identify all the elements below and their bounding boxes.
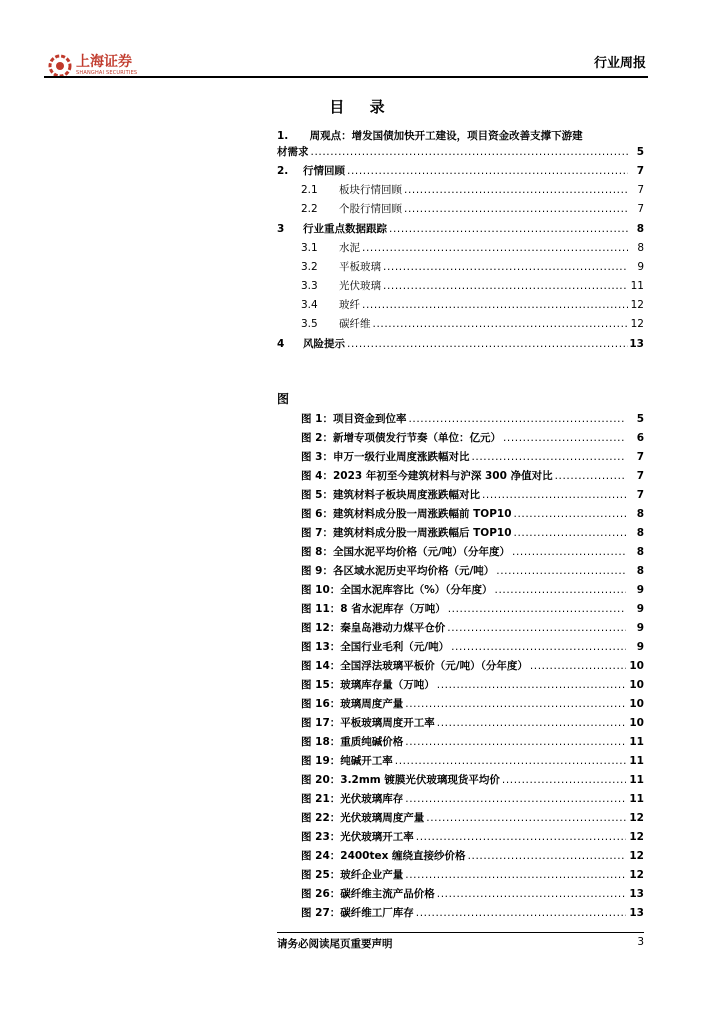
figure-title: 图 1：项目资金到位率 [301,413,407,425]
toc-entry-number: 2.1 [301,184,318,196]
toc-entry-2-2[interactable] [277,201,644,217]
figure-page: 8 [626,543,644,561]
figure-title: 图 26：碳纤维主流产品价格 [301,888,435,900]
toc-entry-text: 板块行情回顾 [339,184,402,196]
toc-entry-3-3[interactable] [277,278,644,294]
figure-title: 图 12：秦皇岛港动力煤平仓价 [301,622,446,634]
toc-entry-page: 7 [628,201,644,217]
toc-entry-1[interactable] [277,128,644,144]
report-type: 行业周报 [593,56,646,71]
figure-title: 图 3：申万一级行业周度涨跌幅对比 [301,451,470,463]
toc-entry-text: 个股行情回顾 [339,203,402,215]
figure-page: 9 [626,600,644,618]
figure-list-item[interactable] [301,790,644,808]
figure-list-item[interactable] [301,695,644,713]
header-divider [44,76,648,78]
figure-page: 7 [626,486,644,504]
figure-list-item[interactable] [301,638,644,656]
figure-list-item[interactable] [301,505,644,523]
figure-title: 图 27：碳纤维工厂库存 [301,907,414,919]
figure-title: 图 13：全国行业毛利（元/吨） [301,641,450,653]
figure-title: 图 4：2023 年初至今建筑材料与沪深 300 净值对比 [301,470,553,482]
figure-title: 图 18：重质纯碱价格 [301,736,404,748]
toc-entry-number: 2. [277,165,289,177]
toc-entry-text: 风险提示 [303,338,345,350]
toc-entry-number: 3.4 [301,299,318,311]
brand-name-cn: 上海证券 [76,54,132,70]
toc-entry-page: 7 [628,163,644,179]
figure-title: 图 2：新增专项债发行节奏（单位：亿元） [301,432,501,444]
toc-entry-number: 1. [277,130,289,142]
toc-entry-text: 周观点：增发国债加快开工建设，项目资金改善支撑下游建 [309,130,583,142]
toc-entry-page: 9 [628,259,644,275]
figure-page: 10 [626,676,644,694]
figure-page: 12 [626,809,644,827]
figure-title: 图 9：各区域水泥历史平均价格（元/吨） [301,565,495,577]
toc-entry-number: 2.2 [301,203,318,215]
figure-title: 图 21：光伏玻璃库存 [301,793,404,805]
figure-page: 9 [626,619,644,637]
figure-page: 8 [626,524,644,542]
figure-page: 11 [626,771,644,789]
figure-list-item[interactable] [301,847,644,865]
figure-list-item[interactable] [301,904,644,922]
figure-list-item[interactable] [301,448,644,466]
figure-list-item[interactable] [301,752,644,770]
toc-title: 目 录 [329,98,395,116]
figure-list-item[interactable] [301,714,644,732]
figure-page: 9 [626,581,644,599]
figure-list-item[interactable] [301,657,644,675]
figure-page: 10 [626,714,644,732]
toc-entry-3-5[interactable] [277,316,644,332]
toc-entry-page: 5 [628,144,644,160]
figure-title: 图 20：3.2mm 镀膜光伏玻璃现货平均价 [301,774,500,786]
toc-entry-text: 水泥 [339,242,360,254]
toc-entry-text: 平板玻璃 [339,261,381,273]
toc-entry-3[interactable] [277,221,644,237]
footer-disclaimer: 请务必阅读尾页重要声明 [277,938,393,950]
figure-title: 图 5：建筑材料子板块周度涨跌幅对比 [301,489,480,501]
figure-page: 12 [626,847,644,865]
figure-page: 7 [626,448,644,466]
figure-list-item[interactable] [301,828,644,846]
brand-logo-icon [48,54,72,78]
figure-page: 9 [626,638,644,656]
figure-list-item[interactable] [301,866,644,884]
toc-entry-3-4[interactable] [277,297,644,313]
figure-page: 8 [626,505,644,523]
figure-title: 图 14：全国浮法玻璃平板价（元/吨）（分年度） [301,660,528,672]
figure-list-item[interactable] [301,771,644,789]
figure-title: 图 6：建筑材料成分股一周涨跌幅前 TOP10 [301,508,512,520]
figure-title: 图 25：玻纤企业产量 [301,869,404,881]
figure-title: 图 7：建筑材料成分股一周涨跌幅后 TOP10 [301,527,512,539]
figure-list-item[interactable] [301,467,644,485]
toc-entry-number: 3.3 [301,280,318,292]
figure-page: 13 [626,885,644,903]
figures-heading: 图 [277,392,290,406]
figure-title: 图 24：2400tex 缠绕直接纱价格 [301,850,466,862]
figure-page: 12 [626,866,644,884]
toc-entry-number: 3 [277,223,285,235]
figure-list-item[interactable] [301,581,644,599]
toc-entry-3-2[interactable] [277,259,644,275]
figure-list-item[interactable] [301,600,644,618]
toc-entry-page: 8 [628,221,644,237]
toc-entry-3-1[interactable] [277,240,644,256]
figure-list-item[interactable] [301,486,644,504]
toc-entry-text: 行业重点数据跟踪 [303,223,387,235]
page-header [44,48,648,78]
page-number: 3 [637,936,644,948]
figure-page: 10 [626,695,644,713]
toc-entry-page: 11 [628,278,644,294]
toc-entry-page: 8 [628,240,644,256]
figure-list-item[interactable] [301,410,644,428]
figure-title: 图 15：玻璃库存量（万吨） [301,679,435,691]
toc-entry-number: 3.1 [301,242,318,254]
figure-list-item[interactable] [301,562,644,580]
figure-title: 图 22：光伏玻璃周度产量 [301,812,425,824]
figure-page: 6 [626,429,644,447]
figure-list-item[interactable] [301,429,644,447]
figure-page: 13 [626,904,644,922]
toc-entry-number: 4 [277,338,285,350]
toc-entry-text: 碳纤维 [339,318,371,330]
figure-list-item[interactable] [301,885,644,903]
toc-entry-2[interactable] [277,163,644,179]
figure-list-item[interactable] [301,543,644,561]
brand-name-en: SHANGHAI SECURITIES [76,70,138,76]
toc-entry-text: 行情回顾 [303,165,345,177]
figure-title: 图 8：全国水泥平均价格（元/吨）（分年度） [301,546,511,558]
figure-title: 图 16：玻璃周度产量 [301,698,404,710]
toc-entry-page: 12 [628,316,644,332]
toc-entry-page: 13 [629,338,644,350]
figure-title: 图 17：平板玻璃周度开工率 [301,717,435,729]
figure-list-item[interactable] [301,733,644,751]
toc-entry-text-continued: 材需求 [277,146,309,158]
figure-list-item[interactable] [301,809,644,827]
figure-page: 12 [626,828,644,846]
figure-title: 图 10：全国水泥库容比（%）（分年度） [301,584,493,596]
toc-entry-page: 7 [628,182,644,198]
toc-entry-number: 3.2 [301,261,318,273]
footer-divider [277,932,644,933]
toc-entry-2-1[interactable] [277,182,644,198]
toc-entry-4[interactable] [277,336,644,352]
toc-entry-page: 12 [628,297,644,313]
toc-entry-text: 光伏玻璃 [339,280,381,292]
toc-entry-text: 玻纤 [339,299,360,311]
figure-page: 5 [626,410,644,428]
figure-page: 7 [626,467,644,485]
figure-page: 10 [626,657,644,675]
figure-page: 11 [626,752,644,770]
figure-title: 图 19：纯碱开工率 [301,755,393,767]
toc-entry-1-continued[interactable] [277,144,644,160]
brand-logo [48,54,137,78]
figure-list-item[interactable] [301,676,644,694]
figure-page: 11 [626,733,644,751]
figure-list-item[interactable] [301,524,644,542]
figure-page: 11 [626,790,644,808]
figure-title: 图 11：8 省水泥库存（万吨） [301,603,446,615]
toc-entry-number: 3.5 [301,318,318,330]
figure-page: 8 [626,562,644,580]
figure-title: 图 23：光伏玻璃开工率 [301,831,414,843]
figure-list-item[interactable] [301,619,644,637]
